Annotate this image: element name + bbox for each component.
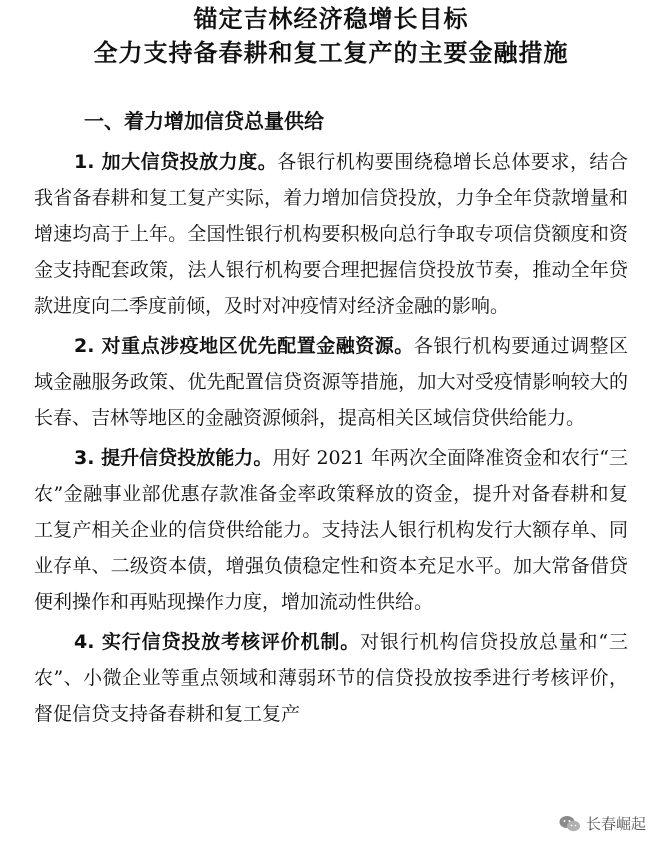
section-heading: 一、着力增加信贷总量供给 (84, 109, 324, 133)
paragraph-body: 各银行机构要通过调整区域金融服务政策、优先配置信贷资源等措施，加大对受疫情影响较大的长春、吉林等地区的金融资源倾斜，提高相关区域信贷供给能力。 (34, 335, 628, 429)
document-title-line1: 锚定吉林经济稳增长目标 (193, 5, 469, 33)
paragraph-body: 对银行机构信贷投放总量和“三农”、小微企业等重点领域和薄弱环节的信贷投放按季进行考核评价，督促信贷支持备春耕和复工复产 (34, 631, 628, 725)
paragraph-lead: 3. 提升信贷投放能力。 (74, 447, 273, 469)
watermark (555, 811, 650, 836)
paragraph-item-4 (34, 624, 628, 732)
paragraph-body: 用好 2021 年两次全面降准资金和农行“三农”金融事业部优惠存款准备金率政策释放的资金，提升对备春耕和复工复产相关企业的信贷供给能力。支持法人银行机构发行大额存单、同业存单、二级资本债，增强负债稳定性和资本充足水平。加大常备借贷便利操作和再贴现操作力度，增加流动性供给。 (34, 447, 628, 613)
paragraph-item-2 (34, 328, 628, 436)
paragraph-lead: 2. 对重点涉疫地区优先配置金融资源。 (74, 335, 414, 357)
paragraph-body: 各银行机构要围绕稳增长总体要求，结合我省备春耕和复工复产实际，着力增加信贷投放，力争全年贷款增量和增速均高于上年。全国性银行机构要积极向总行争取专项信贷额度和资金支持配套政策，法人银行机构要合理把握信贷投放节奏，推动全年贷款进度向二季度前倾，及时对冲疫情对经济金融的影响。 (34, 151, 628, 317)
paragraph-item-3 (34, 440, 628, 620)
wechat-icon (559, 815, 581, 833)
watermark-text: 长春崛起 (585, 815, 646, 833)
paragraph-lead: 4. 实行信贷投放考核评价机制。 (74, 631, 361, 653)
paragraph-item-1 (34, 144, 628, 324)
document-title-line2: 全力支持备春耕和复工复产的主要金融措施 (93, 39, 569, 67)
paragraph-lead: 1. 加大信贷投放力度。 (74, 151, 278, 173)
